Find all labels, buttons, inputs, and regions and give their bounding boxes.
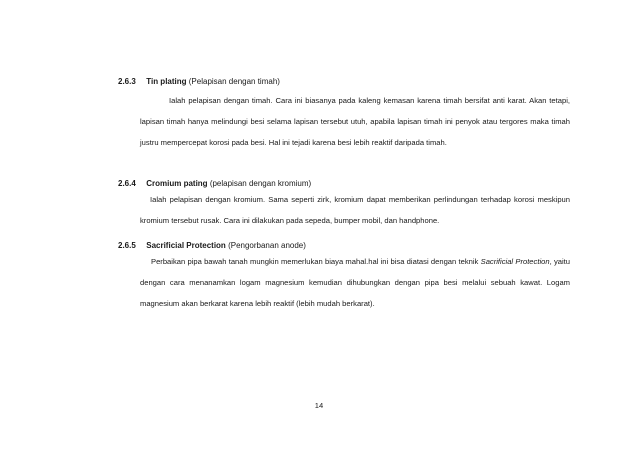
paragraph-text: Ialah pelapisan dengan timah. Cara ini biasanya pada kaleng kemasan karena timah bersifat anti karat. Akan tetapi, lapisan timah hanya melindungi besi selama lapisan tersebut utuh, apabila lapisan timah ini penyok atau tergores maka timah justru mempercepat korosi pada besi. Hal ini tejadi karena besi lebih reaktif daripada timah. xyxy=(140,96,570,147)
paragraph-text-before: Perbaikan pipa bawah tanah mungkin memerlukan biaya mahal.hal ini bisa diatasi dengan teknik xyxy=(151,257,479,266)
page-number: 14 xyxy=(314,401,324,410)
section-number: 2.6.4 xyxy=(118,179,136,188)
section-title: Cromium pating xyxy=(146,179,208,188)
section-number: 2.6.5 xyxy=(118,241,136,250)
section-heading xyxy=(118,240,570,251)
section-2-6-3 xyxy=(118,76,570,147)
section-subtitle: (Pelapisan dengan timah) xyxy=(188,77,280,86)
section-number: 2.6.3 xyxy=(118,77,136,86)
paragraph-italic-term: Sacrificial Protection xyxy=(480,257,550,266)
section-2-6-5 xyxy=(118,240,570,308)
section-subtitle: (Pengorbanan anode) xyxy=(228,241,306,250)
section-paragraph xyxy=(140,189,570,231)
section-paragraph xyxy=(140,251,570,314)
section-heading xyxy=(118,178,570,189)
section-subtitle: (pelapisan dengan kromium) xyxy=(209,179,312,188)
section-title: Sacrificial Protection xyxy=(146,241,226,250)
section-2-6-4 xyxy=(118,178,570,225)
paragraph-text: Ialah pelapisan dengan kromium. Sama seperti zirk, kromium dapat memberikan perlindungan terhadap korosi meskipun kromium tersebut rusak. Cara ini dilakukan pada sepeda, bumper mobil, dan handphone. xyxy=(140,195,570,225)
section-title: Tin plating xyxy=(146,77,187,86)
paragraph-text-after: , yaitu dengan cara menanamkan logam magnesium kemudian dihubungkan dengan pipa besi melalui sebuah kawat. Logam magnesium akan berkarat karena lebih reaktif (lebih mudah berkarat). xyxy=(140,257,570,308)
section-heading xyxy=(118,76,570,87)
section-paragraph xyxy=(140,90,570,153)
